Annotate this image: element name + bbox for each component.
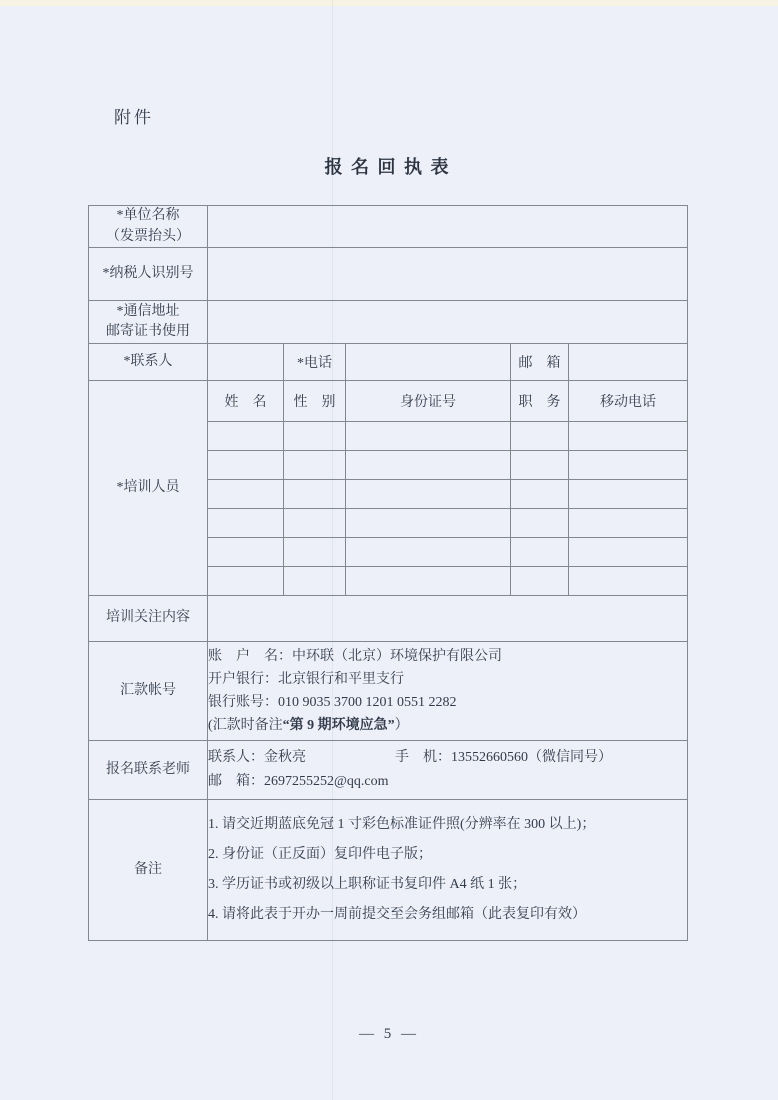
trainee-cell (511, 567, 569, 596)
contact-teacher-label: 报名联系老师 (89, 741, 208, 800)
remark-item-4: 4. 请将此表于开办一周前提交至会务组邮箱（此表复印有效） (208, 907, 586, 922)
trainee-cell (208, 480, 284, 509)
remark-item-2: 2. 身份证（正反面）复印件电子版； (208, 847, 432, 862)
contact-teacher-details-cell (208, 741, 688, 800)
trainee-cell (511, 480, 569, 509)
registration-form-table (88, 205, 688, 941)
address-label-line1: *通信地址 (116, 303, 180, 319)
contact-email-label: 邮 箱 (511, 344, 569, 381)
trainee-cell (346, 509, 511, 538)
attachment-label: 附件 (114, 108, 154, 127)
trainee-cell (208, 538, 284, 567)
remittance-note-prefix: (汇款时备注 (208, 718, 283, 733)
trainee-cell (569, 509, 688, 538)
trainee-cell (569, 422, 688, 451)
contact-label: *联系人 (89, 344, 208, 381)
remark-item-3: 3. 学历证书或初级以上职称证书复印件 A4 纸 1 张； (208, 877, 527, 892)
trainees-col-gender: 性 别 (284, 381, 346, 422)
trainee-cell (208, 422, 284, 451)
trainee-cell (511, 451, 569, 480)
remittance-note-bold: “第 9 期环境应急” (282, 718, 395, 733)
trainees-col-position: 职 务 (511, 381, 569, 422)
trainee-cell (208, 451, 284, 480)
remittance-account-number: 银行账号：010 9035 3700 1201 0551 2282 (208, 695, 457, 710)
trainee-cell (284, 567, 346, 596)
row-trainees-header (89, 381, 688, 422)
trainee-cell (346, 480, 511, 509)
trainee-cell (208, 567, 284, 596)
trainees-label: *培训人员 (89, 381, 208, 596)
trainee-cell (511, 509, 569, 538)
remittance-details-cell (208, 642, 688, 741)
training-focus-value-cell (208, 596, 688, 642)
contact-teacher-name: 联系人：金秋亮 (208, 750, 306, 765)
trainee-cell (511, 538, 569, 567)
trainee-cell (569, 567, 688, 596)
trainee-cell (208, 509, 284, 538)
trainee-cell (346, 567, 511, 596)
trainee-cell (569, 480, 688, 509)
remark-item-1: 1. 请交近期蓝底免冠 1 寸彩色标准证件照(分辨率在 300 以上)； (208, 817, 596, 832)
contact-phone-label: *电话 (284, 344, 346, 381)
trainee-cell (284, 480, 346, 509)
address-label (89, 301, 208, 344)
remarks-details-cell (208, 800, 688, 941)
unit-name-label (89, 206, 208, 248)
trainees-col-mobile: 移动电话 (569, 381, 688, 422)
page-number: — 5 — (359, 1026, 419, 1042)
trainee-cell (511, 422, 569, 451)
contact-phone-value-cell (346, 344, 511, 381)
contact-name-value-cell (208, 344, 284, 381)
trainee-cell (284, 422, 346, 451)
trainees-col-id-number: 身份证号 (346, 381, 511, 422)
training-focus-label: 培训关注内容 (89, 596, 208, 642)
remittance-note (208, 714, 687, 737)
trainee-cell (284, 451, 346, 480)
row-address (89, 301, 688, 344)
row-unit-name (89, 206, 688, 248)
row-contact-teacher (89, 741, 688, 800)
trainee-cell (569, 451, 688, 480)
contact-teacher-mobile: 手 机：13552660560（微信同号） (395, 750, 612, 765)
trainee-cell (346, 422, 511, 451)
taxpayer-id-label: *纳税人识别号 (89, 248, 208, 301)
trainee-cell (284, 509, 346, 538)
contact-teacher-email: 邮 箱：2697255252@qq.com (208, 774, 389, 789)
row-remarks (89, 800, 688, 941)
contact-email-value-cell (569, 344, 688, 381)
trainee-cell (284, 538, 346, 567)
trainee-cell (346, 451, 511, 480)
row-training-focus (89, 596, 688, 642)
contact-teacher-line1 (208, 746, 687, 770)
unit-name-label-line2: （发票抬头） (106, 228, 190, 244)
row-taxpayer-id (89, 248, 688, 301)
remittance-account-name: 账 户 名：中环联（北京）环境保护有限公司 (208, 649, 502, 664)
trainee-cell (569, 538, 688, 567)
unit-name-value-cell (208, 206, 688, 248)
trainee-cell (346, 538, 511, 567)
remittance-note-suffix: ） (394, 718, 409, 733)
remittance-bank: 开户银行：北京银行和平里支行 (208, 672, 404, 687)
address-label-line2: 邮寄证书使用 (106, 324, 190, 339)
remittance-label: 汇款帐号 (89, 642, 208, 741)
trainees-col-name: 姓 名 (208, 381, 284, 422)
taxpayer-id-value-cell (208, 248, 688, 301)
unit-name-label-line1: *单位名称 (116, 208, 180, 224)
page-title: 报 名 回 执 表 (324, 157, 451, 177)
scan-edge-artifact (0, 0, 778, 6)
address-value-cell (208, 301, 688, 344)
row-remittance (89, 642, 688, 741)
remarks-label: 备注 (89, 800, 208, 941)
row-contact (89, 344, 688, 381)
